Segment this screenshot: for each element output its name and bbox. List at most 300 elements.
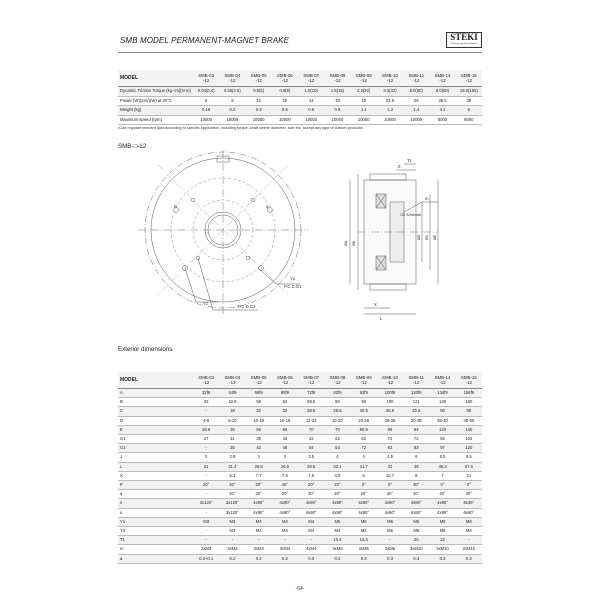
table-row xyxy=(118,407,482,416)
table-cell: 10000 xyxy=(403,115,429,125)
table-cell: 63 xyxy=(272,398,298,407)
model-suffix: -12 xyxy=(255,78,262,83)
table-cell: 4x90° xyxy=(246,499,272,508)
label-t1: T1 xyxy=(407,158,412,163)
spec-table xyxy=(118,70,482,125)
table-cell: 32f9 xyxy=(193,389,219,398)
table-cell: 100f9 xyxy=(377,389,403,398)
table-row xyxy=(118,398,482,407)
table-cell: 42 xyxy=(298,435,324,444)
table-cell: 80 xyxy=(456,407,482,416)
table-cell: 12-22 xyxy=(298,416,324,425)
model-name: SMB-04 xyxy=(224,73,241,78)
table-cell: M3 xyxy=(219,527,245,536)
table-cell: 4x90° xyxy=(403,508,429,517)
brand-logo-text: STEKI xyxy=(450,32,478,42)
model-suffix: -12 xyxy=(413,380,420,385)
table-row xyxy=(118,444,482,453)
model-name: SMB-06 xyxy=(276,73,293,78)
table-cell: 26.8 xyxy=(272,462,298,471)
table-cell: 22 xyxy=(246,407,272,416)
table-cell: 2.2(22) xyxy=(351,87,377,97)
table-cell: 12 xyxy=(246,96,272,106)
table-cell: 14 xyxy=(298,96,324,106)
row-label: Y1 xyxy=(118,517,193,526)
table-cell: 4x90° xyxy=(324,508,350,517)
model-name: SMB-07 xyxy=(303,73,320,78)
row-label: m xyxy=(118,545,193,554)
label-c: ØC xyxy=(425,234,429,240)
table-cell: 3xM4 xyxy=(272,545,298,554)
header-model-cell xyxy=(246,372,272,389)
label-e: ØE xyxy=(433,234,437,240)
table-cell: 0.3 xyxy=(456,554,482,563)
table-cell: 0° xyxy=(377,481,403,490)
table-cell: 10000 xyxy=(246,115,272,125)
table-cell: 8000 xyxy=(456,115,482,125)
row-label: A xyxy=(118,389,193,398)
header-model-label: MODEL xyxy=(118,70,193,87)
table-row xyxy=(118,96,482,106)
table-cell: 92f9 xyxy=(351,389,377,398)
row-label: C xyxy=(118,407,193,416)
table-cell: - xyxy=(193,407,219,416)
table-cell: 10.7 xyxy=(377,471,403,480)
table-cell: 1.0(10) xyxy=(298,87,324,97)
table-cell: 21.4 xyxy=(219,462,245,471)
table-cell: 4-8 xyxy=(193,416,219,425)
model-suffix: -12 xyxy=(360,78,367,83)
table-cell: 7 xyxy=(429,471,455,480)
table-cell: 20-28 xyxy=(351,416,377,425)
header-model-cell xyxy=(429,372,455,389)
label-d: ØD xyxy=(417,234,421,240)
model-suffix: -12 xyxy=(334,380,341,385)
table-cell: 6x60° xyxy=(456,508,482,517)
table-cell: 20° xyxy=(324,490,350,499)
table-cell: 4x90° xyxy=(351,499,377,508)
header-model-cell xyxy=(429,70,455,87)
table-cell: 90 xyxy=(351,398,377,407)
table-cell: 56 xyxy=(246,425,272,434)
model-name: SMB-07 xyxy=(303,375,320,380)
table-cell: 15 xyxy=(272,96,298,106)
table-header-row xyxy=(118,372,482,389)
table-cell: 45.5 xyxy=(403,407,429,416)
model-name: SMB-05 xyxy=(250,375,267,380)
table-header-row xyxy=(118,70,482,87)
table-cell: 0.2 xyxy=(272,554,298,563)
table-cell: 120 xyxy=(429,425,455,434)
table-cell: 1.3 xyxy=(377,106,403,116)
table-cell: 80 xyxy=(324,398,350,407)
table-row xyxy=(118,481,482,490)
table-cell: 138 xyxy=(429,398,455,407)
table-cell: 7.7 xyxy=(246,471,272,480)
table-cell: 0.6 xyxy=(298,106,324,116)
table-row xyxy=(118,517,482,526)
table-cell: 20° xyxy=(324,481,350,490)
table-cell: M6 xyxy=(403,527,429,536)
table-cell: 70 xyxy=(298,425,324,434)
table-row xyxy=(118,554,482,563)
table-cell: 72f9 xyxy=(298,389,324,398)
table-cell: 4x90° xyxy=(298,499,324,508)
row-label: s xyxy=(118,499,193,508)
table-cell: 1.1 xyxy=(351,106,377,116)
table-cell: 4x90° xyxy=(324,499,350,508)
table-cell: M4 xyxy=(272,517,298,526)
model-name: SMB-08 xyxy=(329,375,346,380)
table-cell: 8.0(80) xyxy=(429,87,455,97)
row-label: u xyxy=(118,508,193,517)
table-cell: 21 xyxy=(193,462,219,471)
model-name: SMB-03 xyxy=(198,73,215,78)
table-cell: 35 xyxy=(219,444,245,453)
table-row xyxy=(118,87,482,97)
table-cell: 20° xyxy=(298,490,324,499)
header-model-label: MODEL xyxy=(118,372,193,389)
table-cell: 32 xyxy=(193,398,219,407)
spec-note: •Can regulate relevant data according to specific application, including torque, shaft sleeve diameter, size etc. accept any type of custom products. xyxy=(118,126,364,130)
model-suffix: -12 xyxy=(413,78,420,83)
table-cell: 0.3 xyxy=(429,554,455,563)
table-cell: M8 xyxy=(429,517,455,526)
table-cell: 3xM5 xyxy=(324,545,350,554)
table-cell: 48 xyxy=(272,444,298,453)
table-cell: M8 xyxy=(429,527,455,536)
header-model-cell xyxy=(403,70,429,87)
table-cell: 0.3 xyxy=(351,554,377,563)
table-cell: 1.5(15) xyxy=(324,87,350,97)
table-cell: 10-18 xyxy=(246,416,272,425)
table-cell: 20° xyxy=(193,481,219,490)
table-cell: - xyxy=(193,490,219,499)
table-cell: 35 xyxy=(219,425,245,434)
table-cell: M3 xyxy=(219,517,245,526)
table-cell: 69.5 xyxy=(298,398,324,407)
table-cell: 0.15 xyxy=(193,106,219,116)
table-cell: 20° xyxy=(351,490,377,499)
table-cell: 70 xyxy=(324,425,350,434)
model-name: SMB-03 xyxy=(198,375,215,380)
header-model-cell xyxy=(298,372,324,389)
model-name: SMB-06 xyxy=(276,375,293,380)
row-label: D xyxy=(118,416,193,425)
table-cell: 6 xyxy=(193,96,219,106)
table-cell: 10000 xyxy=(219,115,245,125)
table-cell: 3.5 xyxy=(298,453,324,462)
table-cell: 4x90° xyxy=(298,508,324,517)
model-name: SMB-16 xyxy=(460,375,477,380)
model-name: SMB-11 xyxy=(408,375,425,380)
table-cell: 20° xyxy=(403,481,429,490)
table-cell: - xyxy=(193,471,219,480)
table-cell: M6 xyxy=(351,517,377,526)
table-cell: 8 xyxy=(403,453,429,462)
table-cell: M4 xyxy=(246,527,272,536)
table-cell: 22.5 xyxy=(377,96,403,106)
table-cell: - xyxy=(377,536,403,545)
row-label: L xyxy=(118,462,193,471)
table-cell: 67.6 xyxy=(456,462,482,471)
table-row xyxy=(118,416,482,425)
table-cell: 0.2+0.1 xyxy=(193,554,219,563)
table-cell: M6 xyxy=(377,527,403,536)
header-model-cell xyxy=(298,70,324,87)
table-cell: 7.5 xyxy=(272,471,298,480)
table-cell: 86 xyxy=(377,425,403,434)
table-cell: 94 xyxy=(403,425,429,434)
table-cell: 0° xyxy=(429,481,455,490)
table-cell: 3x120° xyxy=(219,499,245,508)
header-model-cell xyxy=(351,70,377,87)
table-cell: 0.04(0.4) xyxy=(193,87,219,97)
row-label: E xyxy=(118,425,193,434)
table-row xyxy=(118,536,482,545)
table-cell: 25-36 xyxy=(377,416,403,425)
table-cell: 134f9 xyxy=(429,389,455,398)
label-a: ØA xyxy=(344,240,348,246)
table-row xyxy=(118,435,482,444)
label-p: P xyxy=(174,204,177,209)
label-q: q xyxy=(266,204,269,209)
table-cell: 10000 xyxy=(377,115,403,125)
table-cell: 121 xyxy=(403,398,429,407)
table-cell: 2 xyxy=(193,453,219,462)
model-name: SMB-10 xyxy=(382,375,398,380)
table-cell: M5 xyxy=(324,517,350,526)
row-label: Power (W)(24V)(W) at 20°C xyxy=(118,96,193,106)
table-cell: - xyxy=(193,536,219,545)
table-cell: 22 xyxy=(429,536,455,545)
table-cell: - xyxy=(193,444,219,453)
table-cell: 0.3 xyxy=(403,554,429,563)
table-cell: 0.2 xyxy=(219,106,245,116)
table-cell: 20° xyxy=(246,490,272,499)
header-model-cell xyxy=(272,70,298,87)
table-cell: 3xM6 xyxy=(377,545,403,554)
table-cell: 72 xyxy=(351,444,377,453)
model-suffix: -12 xyxy=(334,78,341,83)
table-cell: 4 xyxy=(324,453,350,462)
table-cell: 30-38 xyxy=(403,416,429,425)
header-model-cell xyxy=(324,372,350,389)
table-cell: 3xM5 xyxy=(351,545,377,554)
table-cell: - xyxy=(246,536,272,545)
table-cell: M6 xyxy=(403,517,429,526)
table-cell: 27 xyxy=(193,435,219,444)
header-model-cell xyxy=(246,70,272,87)
table-cell: 46.3 xyxy=(429,462,455,471)
table-cell: 0° xyxy=(351,481,377,490)
table-cell: 39 xyxy=(456,96,482,106)
table-row xyxy=(118,508,482,517)
table-cell: 158f9 xyxy=(456,389,482,398)
table-row xyxy=(118,425,482,434)
header-model-cell xyxy=(193,70,219,87)
table-cell: 10000 xyxy=(351,115,377,125)
table-cell: 20° xyxy=(219,481,245,490)
table-cell: 8 xyxy=(403,471,429,480)
table-cell: 0.25(2.5) xyxy=(219,87,245,97)
table-cell: 8x45° xyxy=(456,499,482,508)
table-cell: 9 xyxy=(219,96,245,106)
table-cell: 0.3 xyxy=(298,554,324,563)
brand-logo-subtitle: Professional Transmission xyxy=(450,42,478,45)
table-cell: 28.5 xyxy=(298,462,324,471)
exterior-title: Exterior dimensions xyxy=(118,346,173,353)
table-cell: 25.5 xyxy=(324,407,350,416)
table-cell: - xyxy=(193,508,219,517)
table-cell: 31.7 xyxy=(351,462,377,471)
table-cell: 32.1 xyxy=(324,462,350,471)
table-cell: 4x90° xyxy=(403,499,429,508)
table-cell: 3xM3 xyxy=(219,545,245,554)
model-name: SMB-09 xyxy=(355,375,372,380)
table-cell: 50 xyxy=(429,407,455,416)
table-row xyxy=(118,499,482,508)
table-cell: 102 xyxy=(456,435,482,444)
table-row xyxy=(118,490,482,499)
page-number: -64- xyxy=(295,586,305,592)
label-y1: Y1 xyxy=(290,276,296,281)
table-cell: 65f9 xyxy=(272,389,298,398)
row-label: Maximum speed (rpm) xyxy=(118,115,193,125)
table-cell: 4x90° xyxy=(246,508,272,517)
table-cell: 82f9 xyxy=(324,389,350,398)
table-cell: 0.9(9) xyxy=(272,87,298,97)
table-cell: 42 xyxy=(246,444,272,453)
table-cell: 62 xyxy=(351,435,377,444)
header-model-cell xyxy=(377,372,403,389)
table-cell: 28.5 xyxy=(298,407,324,416)
table-cell: 10000 xyxy=(193,115,219,125)
model-suffix: -12 xyxy=(386,78,394,83)
table-cell: 10-18 xyxy=(272,416,298,425)
technical-drawing xyxy=(118,150,482,340)
table-cell: 0° xyxy=(456,481,482,490)
table-cell: 25 xyxy=(403,96,429,106)
row-label: Y2 xyxy=(118,527,193,536)
header-model-cell xyxy=(219,372,245,389)
table-cell: 4.1 xyxy=(429,106,455,116)
row-label: B xyxy=(118,398,193,407)
table-cell: 20° xyxy=(377,490,403,499)
model-name: SMB-14 xyxy=(434,73,451,78)
table-cell: 21 xyxy=(456,471,482,480)
table-cell: - xyxy=(456,536,482,545)
table-cell: 30.5 xyxy=(351,407,377,416)
table-row xyxy=(118,527,482,536)
header-model-cell xyxy=(219,70,245,87)
table-cell: 3 xyxy=(246,453,272,462)
table-cell: 9.5 xyxy=(456,453,482,462)
table-cell: 3 xyxy=(272,453,298,462)
table-cell: 4x90° xyxy=(429,508,455,517)
table-cell: M4 xyxy=(324,527,350,536)
table-cell: M8 xyxy=(456,517,482,526)
table-cell: 4x90° xyxy=(351,508,377,517)
table-cell: 7.5 xyxy=(298,471,324,480)
model-name: SMB-05 xyxy=(250,73,267,78)
table-cell: 0.3 xyxy=(324,554,350,563)
model-suffix: -12 xyxy=(308,78,315,83)
table-cell: 30° xyxy=(456,490,482,499)
table-cell: 46 xyxy=(403,462,429,471)
table-cell: 31 xyxy=(219,435,245,444)
table-cell: 56f9 xyxy=(246,389,272,398)
table-cell: 10000 xyxy=(324,115,350,125)
model-suffix: -12 xyxy=(439,78,446,83)
table-cell: 8.5 xyxy=(429,453,455,462)
table-cell: 16.0(160) xyxy=(456,87,482,97)
header-model-cell xyxy=(456,70,482,87)
model-suffix: -12 xyxy=(360,380,367,385)
label-x: X xyxy=(374,302,377,307)
table-cell: 3xM10 xyxy=(403,545,429,554)
table-cell: - xyxy=(193,527,219,536)
model-name: SMB-04 xyxy=(224,375,241,380)
table-cell: 0.9 xyxy=(324,106,350,116)
table-cell: M5 xyxy=(351,527,377,536)
row-label: Dynamic Friction Torque (kg·cm)[N·m] xyxy=(118,87,193,97)
table-cell: 0.2 xyxy=(246,554,272,563)
table-cell: 63 xyxy=(377,444,403,453)
model-suffix: -12 xyxy=(465,78,472,83)
table-cell: 6.0(60) xyxy=(403,87,429,97)
table-cell: 4x90° xyxy=(377,499,403,508)
header-model-cell xyxy=(272,372,298,389)
table-cell: 3x120° xyxy=(193,499,219,508)
label-l: L xyxy=(380,316,383,321)
table-cell: 72 xyxy=(403,435,429,444)
row-label: G2 xyxy=(118,444,193,453)
table-cell: 20° xyxy=(429,490,455,499)
table-cell: 4.5 xyxy=(377,453,403,462)
table-cell: 3.9 xyxy=(324,471,350,480)
table-cell: 20° xyxy=(298,481,324,490)
table-cell: 0.5(5) xyxy=(246,87,272,97)
table-cell: 4x90° xyxy=(429,499,455,508)
table-cell: M3 xyxy=(193,517,219,526)
label-hole-note: 120 Schematic xyxy=(400,213,422,217)
model-suffix: -12 xyxy=(255,380,262,385)
table-cell: 44f9 xyxy=(219,389,245,398)
table-cell: 4x90° xyxy=(272,508,298,517)
row-label: a xyxy=(118,554,193,563)
table-row xyxy=(118,453,482,462)
front-view xyxy=(138,150,308,315)
table-cell: 41 xyxy=(377,462,403,471)
table-cell: 56 xyxy=(272,425,298,434)
table-cell: 45.5 xyxy=(377,407,403,416)
row-label: J xyxy=(118,453,193,462)
label-z: Z xyxy=(398,164,401,169)
table-cell: 10.4 xyxy=(324,536,350,545)
table-cell: 6-10 xyxy=(219,416,245,425)
label-pcd-g2: P.C.D.G2 xyxy=(238,304,256,309)
table-cell: 45° xyxy=(272,481,298,490)
table-cell: 120 xyxy=(456,444,482,453)
table-cell: 0.3 xyxy=(246,106,272,116)
table-cell: 2.8 xyxy=(219,453,245,462)
table-cell: 10000 xyxy=(272,115,298,125)
model-suffix: -12 xyxy=(202,78,210,83)
table-cell: 6 xyxy=(456,106,482,116)
model-name: SMB-11 xyxy=(408,73,425,78)
model-name: SMB-16 xyxy=(460,73,477,78)
